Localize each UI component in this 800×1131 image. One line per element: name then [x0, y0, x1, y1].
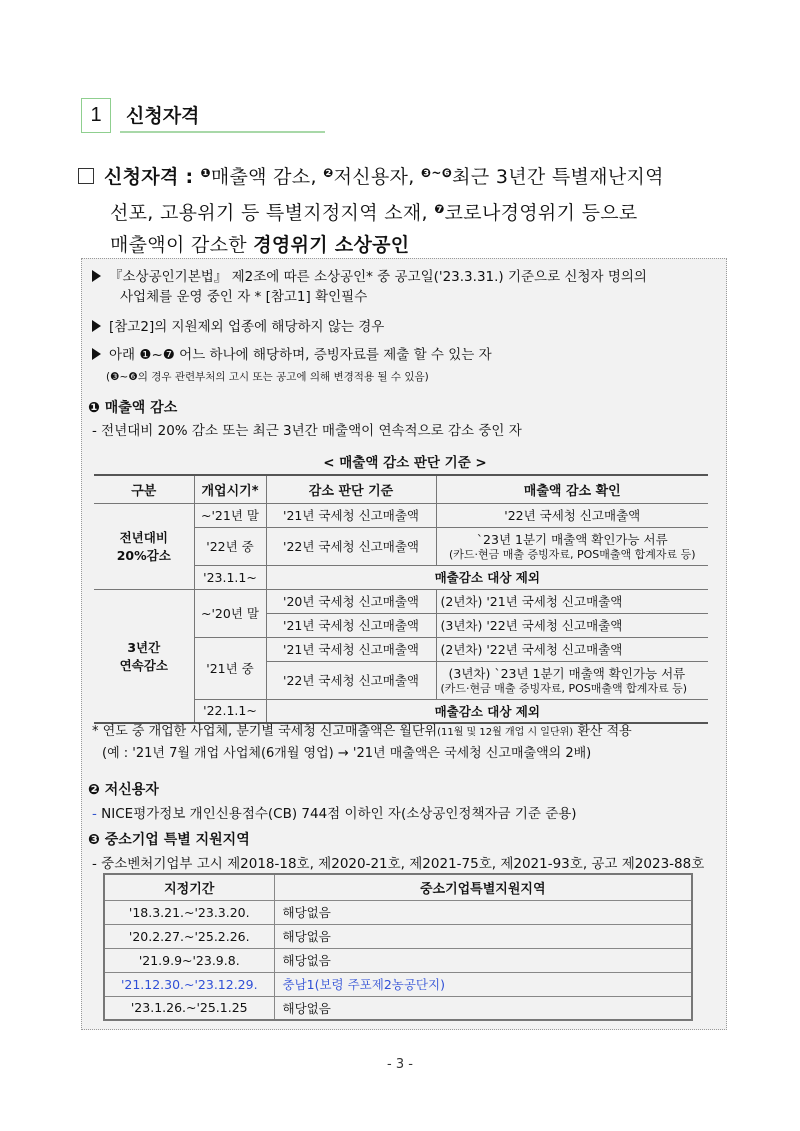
- table-footnote: * 연도 중 개업한 사업체, 분기별 국세청 신고매출액은 월단위(11월 및 12월 개업 시 일단위) 환산 적용 (예 : '21년 7월 개업 사업체(6개월 영업) → '21년 매출액은 국세청 신고매출액의 2배): [92, 724, 632, 761]
- group-label: 전년대비 20%감소: [94, 503, 194, 589]
- criterion-2-desc: - NICE평가정보 개인신용점수(CB) 744점 이하인 자(소상공인정책자금 기준 준용): [92, 806, 577, 822]
- table-row: 전년대비 20%감소 ~'21년 말 '21년 국세청 신고매출액 '22년 국세청 신고매출액: [94, 503, 708, 527]
- table-row: '23.1.1~ 매출감소 대상 제외: [94, 565, 708, 589]
- section-number: 1: [81, 98, 111, 133]
- criterion-1-desc: - 전년대비 20% 감소 또는 최근 3년간 매출액이 연속적으로 감소 중인 자: [92, 423, 522, 439]
- table-header-row: 지정기간 중소기업특별지원지역: [104, 874, 692, 900]
- excluded-label: 매출감소 대상 제외: [266, 699, 708, 723]
- excluded-label: 매출감소 대상 제외: [266, 565, 708, 589]
- triangle-bullet-icon: [92, 270, 101, 282]
- table-caption: < 매출액 감소 판단 기준 >: [323, 455, 487, 471]
- table-row: '22년 중 '22년 국세청 신고매출액 `23년 1분기 매출액 확인가능 서류 (카드·현금 매출 증빙자료, POS매출액 합계자료 등): [94, 527, 708, 565]
- criterion-1-heading: ❶ 매출액 감소: [88, 400, 178, 416]
- criterion-3-desc: - 중소벤처기업부 고시 제2018-18호, 제2020-21호, 제2021-75호, 제2021-93호, 공고 제2023-88호: [92, 856, 705, 872]
- table-row: '21년 중 '21년 국세청 신고매출액 (2년차) '22년 국세청 신고매출액: [94, 637, 708, 661]
- table-row: '22.1.1~ 매출감소 대상 제외: [94, 699, 708, 723]
- bullet-item: [참고2]의 지원제외 업종에 해당하지 않는 경우: [92, 317, 384, 337]
- table-row: '23.1.26.~'25.1.25 해당없음: [104, 996, 692, 1020]
- table-row: '21.9.9~'23.9.8. 해당없음: [104, 948, 692, 972]
- bullet-item: 『소상공인기본법』 제2조에 따른 소상공인* 중 공고일('23.3.31.) 기준으로 신청자 명의의 사업체를 운영 중인 자 * [참고1] 확인필수: [92, 267, 647, 307]
- triangle-bullet-icon: [92, 320, 101, 332]
- detail-box: [81, 258, 727, 1030]
- criterion-3-heading: ❸ 중소기업 특별 지원지역: [88, 832, 250, 848]
- page-number: - 3 -: [387, 1057, 413, 1072]
- bullet-note: (❸~❻의 경우 관련부처의 고시 또는 공고에 의해 변경적용 될 수 있음): [106, 371, 429, 383]
- table-row: '20.2.27.~'25.2.26. 해당없음: [104, 924, 692, 948]
- table-row: '21년 국세청 신고매출액 (3년차) '22년 국세청 신고매출액: [94, 613, 708, 637]
- sales-decrease-table: [94, 474, 708, 724]
- table-row: '22년 국세청 신고매출액 (3년차) `23년 1분기 매출액 확인가능 서류 (카드·현금 매출 증빙자료, POS매출액 합계자료 등): [94, 661, 708, 699]
- marker-7: ❼: [434, 202, 445, 216]
- table-row: 3년간 연속감소 ~'20년 말 '20년 국세청 신고매출액 (2년차) '21년 국세청 신고매출액: [94, 589, 708, 613]
- special-region-table: [103, 873, 693, 1021]
- eligibility-summary: 신청자격 : $^❶$매출액 감소, $^❷$저신용자, $^{❸\sim ❻}$최근 3년간 특별재난지역 선포, 고용위기 등 특별지정지역 소재, $^❼$코로나경영위기 등으로 매출액이 감소한 경영위기 소상공인: [78, 157, 728, 261]
- section-title-underline: [120, 98, 325, 133]
- marker-2: ❷: [323, 166, 334, 180]
- bullet-item: 아래 ❶~❼ 어느 하나에 해당하며, 증빙자료를 제출 할 수 있는 자: [92, 345, 492, 365]
- checkbox-bullet-icon: [78, 168, 94, 184]
- marker-1: ❶: [200, 166, 211, 180]
- table-row: '18.3.21.~'23.3.20. 해당없음: [104, 900, 692, 924]
- marker-3-6: ❸~❻: [420, 166, 453, 180]
- table-header-row: 구분 개업시기* 감소 판단 기준 매출액 감소 확인: [94, 475, 708, 503]
- section-title: 신청자격: [126, 105, 200, 127]
- group-label: 3년간 연속감소: [94, 589, 194, 723]
- section-header: [81, 98, 325, 133]
- table-row-highlighted: '21.12.30.~'23.12.29. 충남1(보령 주포제2농공단지): [104, 972, 692, 996]
- eligibility-label: 신청자격: [104, 166, 179, 188]
- triangle-bullet-icon: [92, 348, 101, 360]
- criterion-2-heading: ❷ 저신용자: [88, 782, 159, 798]
